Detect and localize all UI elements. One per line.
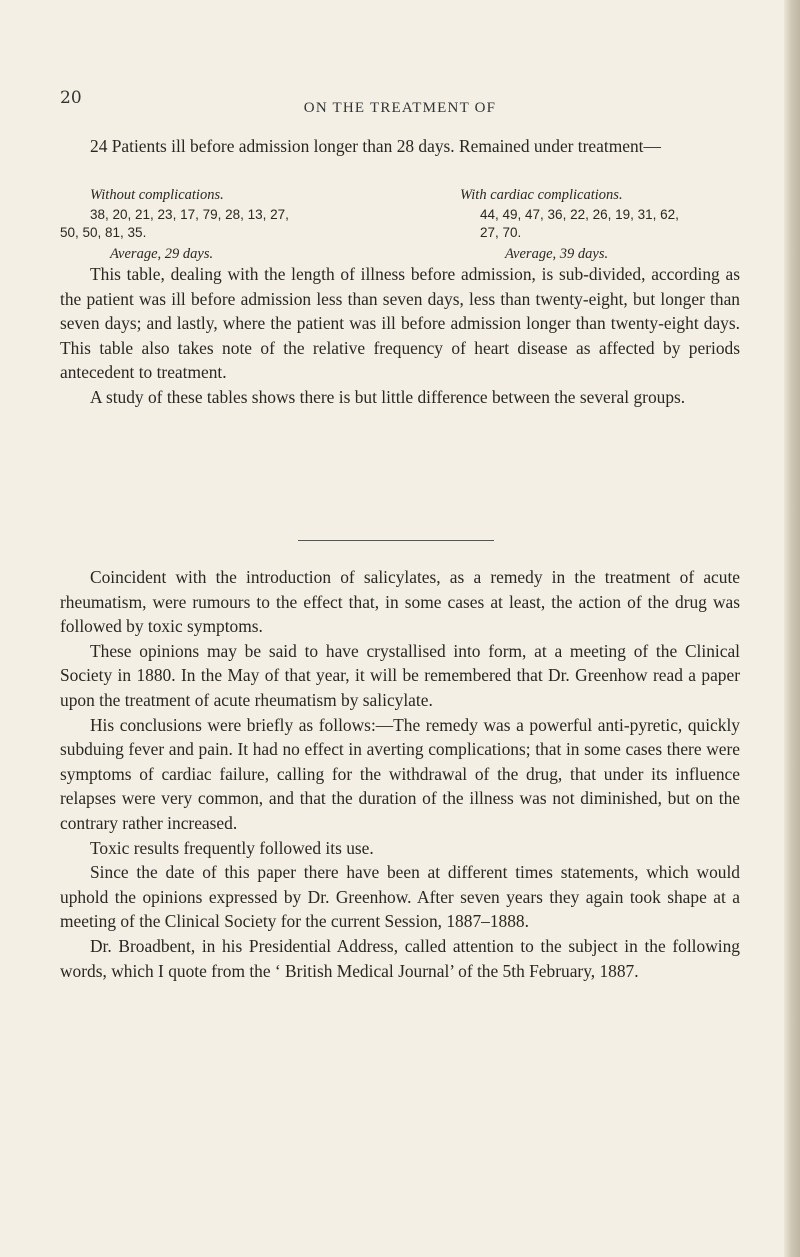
page-number: 20	[60, 88, 82, 108]
paragraph: Since the date of this paper there have been at different times statements, which would uphold the opinions expressed by Dr. Greenhow. After seven years they again took shape at a meeting of the Clinical Society for the current Session, 1887–1888.	[60, 862, 740, 932]
salicylate-section	[60, 565, 740, 983]
paragraph: Dr. Broadbent, in his Presidential Address, called attention to the subject in the following words, which I quote from the ‘ British Medical Journal’ of the 5th February, 1887.	[60, 935, 740, 981]
column-heading: With cardiac complications.	[460, 187, 623, 203]
column-values-line: 38, 20, 21, 23, 17, 79, 28, 13, 27,	[90, 207, 289, 222]
column-values-line: 44, 49, 47, 36, 22, 26, 19, 31, 62,	[480, 207, 679, 222]
paragraph: Coincident with the introduction of salicylates, as a remedy in the treatment of acute rheumatism, were rumours to the effect that, in some cases at least, the action of the drug was followed by toxic symptoms.	[60, 567, 740, 637]
column-values-line: 27, 70.	[480, 225, 522, 240]
paragraph: Toxic results frequently followed its use.	[90, 837, 374, 858]
average-value: 39 days.	[559, 246, 609, 262]
column-average	[110, 245, 410, 263]
column-values-line: 50, 50, 81, 35.	[60, 225, 147, 240]
paragraph: His conclusions were briefly as follows:—The remedy was a powerful anti-pyretic, quickly subduing fever and pain. It had no effect in averting complications; that in some cases there were symptoms of cardiac failure, calling for the withdrawal of the drug, that under its influence relapses were very common, and that the duration of the illness was not diminished, but on the contrary rather increased.	[60, 714, 740, 833]
paragraph: This table, dealing with the length of illness before admission, is sub-divided, according as the patient was ill before admission less than seven days, less than twenty-eight, but longer than seven days; and lastly, where the patient was ill before admission longer than twenty-eight days. This table also takes note of the relative frequency of heart disease as affected by periods antecedent to treatment.	[60, 264, 740, 383]
running-head: ON THE TREATMENT OF	[303, 100, 497, 116]
section-divider	[298, 540, 494, 541]
paragraph: These opinions may be said to have crystallised into form, at a meeting of the Clinical Society in 1880. In the May of that year, it will be remembered that Dr. Greenhow read a paper upon the treatment of acute rheumatism by salicylate.	[60, 640, 740, 710]
paragraph: A study of these tables shows there is but little difference between the several groups.	[90, 386, 686, 407]
column-heading: Without complications.	[90, 187, 224, 203]
discussion-section	[60, 262, 740, 410]
table-column-without-complications	[60, 186, 410, 263]
average-value: 29 days.	[164, 246, 214, 262]
page-edge-shadow	[784, 0, 800, 1257]
column-average	[505, 245, 740, 263]
intro-paragraph	[60, 134, 740, 159]
average-label: Average,	[110, 246, 162, 262]
table-column-cardiac-complications	[440, 186, 740, 263]
intro-text: 24 Patients ill before admission longer than 28 days. Remained under treatment—	[90, 136, 661, 156]
average-label: Average,	[505, 246, 557, 262]
